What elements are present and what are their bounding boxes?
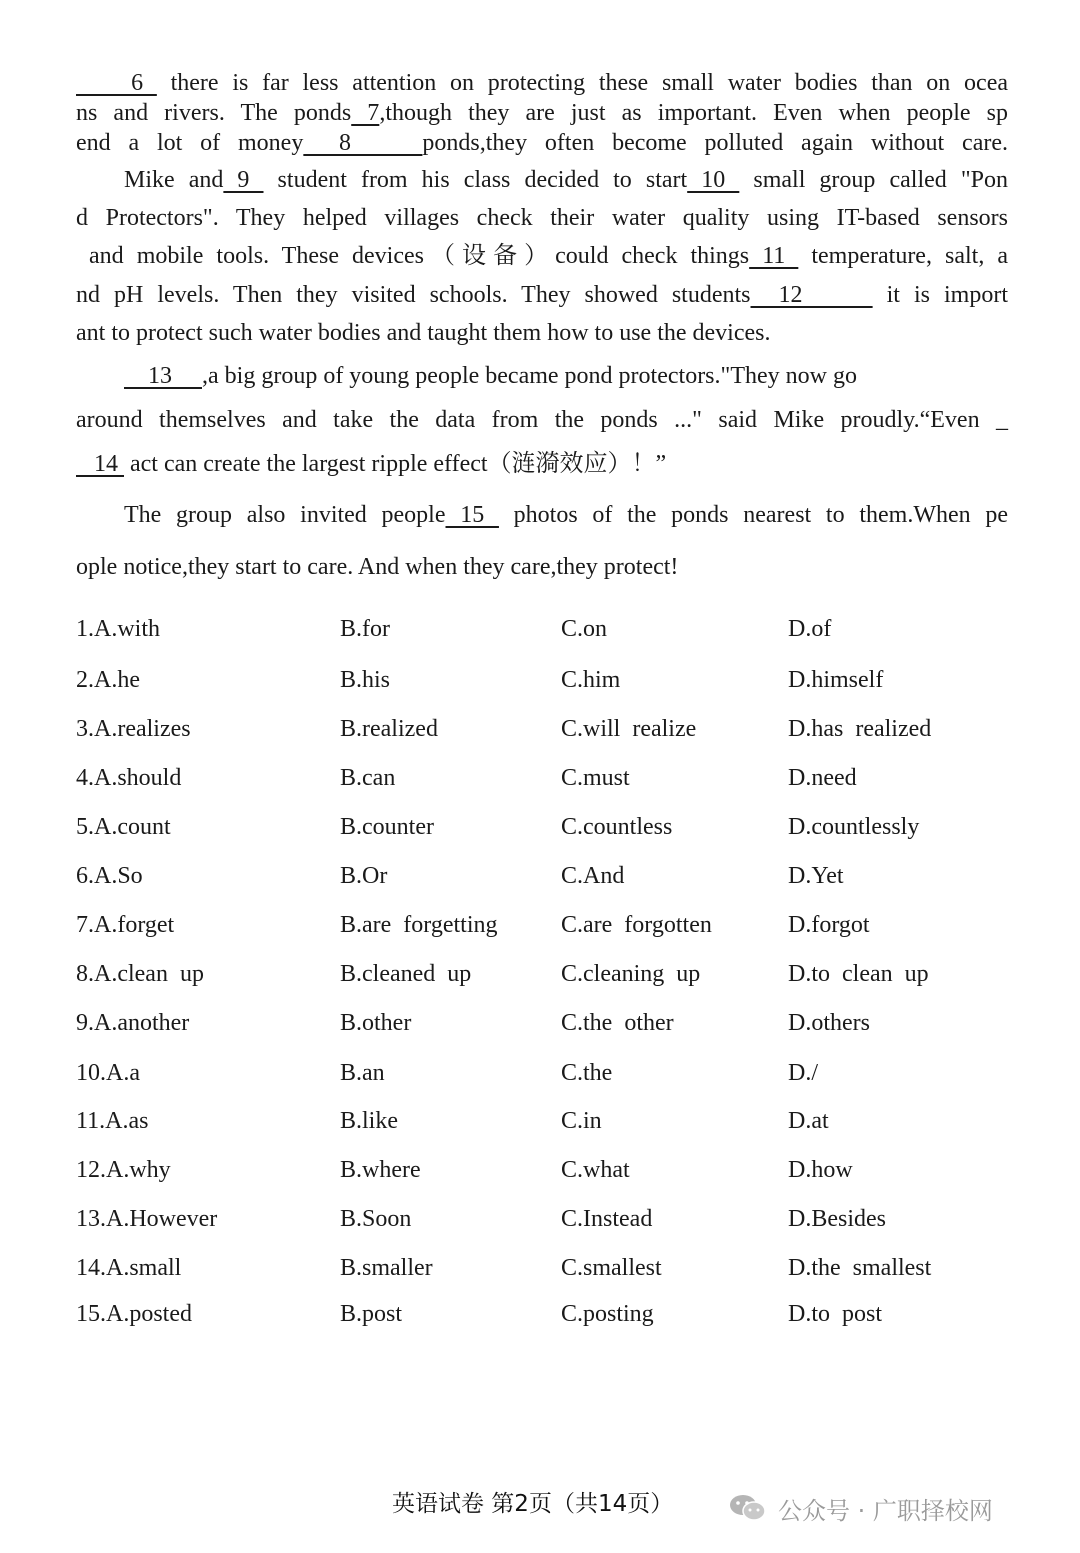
option-4-d: D.need: [788, 765, 857, 791]
option-1-d: D.of: [788, 616, 832, 642]
option-3-d: D.has realized: [788, 716, 932, 742]
option-13-c: C.Instead: [561, 1206, 653, 1232]
option-1-a: 1.A.with: [76, 616, 160, 642]
page-number-label: 英语试卷 第2页（共14页）: [392, 1491, 674, 1517]
passage-line: ant to protect such water bodies and taught them how to use the devices.: [76, 320, 771, 346]
option-15-c: C.posting: [561, 1301, 654, 1327]
passage-line: d Protectors". They helped villages check their water quality using IT-based sensors: [76, 205, 1008, 231]
option-1-b: B.for: [340, 616, 390, 642]
option-15-a: 15.A.posted: [76, 1301, 192, 1327]
option-5-c: C.countless: [561, 814, 673, 840]
option-11-a: 11.A.as: [76, 1108, 149, 1134]
option-9-d: D.others: [788, 1010, 870, 1036]
option-12-a: 12.A.why: [76, 1157, 171, 1183]
option-12-d: D.how: [788, 1157, 853, 1183]
option-12-b: B.where: [340, 1157, 421, 1183]
option-15-d: D.to post: [788, 1301, 883, 1327]
option-8-d: D.to clean up: [788, 961, 929, 987]
option-1-c: C.on: [561, 616, 608, 642]
option-6-d: D.Yet: [788, 863, 844, 889]
option-2-a: 2.A.he: [76, 667, 140, 693]
passage-line: The group also invited people 15 photos of the ponds nearest to them.When pe: [124, 502, 1008, 528]
option-6-b: B.Or: [340, 863, 388, 889]
passage-line: nd pH levels. Then they visited schools. They showed students 12 it is import: [76, 282, 1009, 308]
option-11-d: D.at: [788, 1108, 829, 1134]
passage-line: end a lot of money 8 ponds,they often become polluted again without care.: [76, 130, 1009, 156]
option-10-a: 10.A.a: [76, 1060, 140, 1086]
option-12-c: C.what: [561, 1157, 630, 1183]
page-footer: [0, 1488, 1080, 1528]
option-5-d: D.countlessly: [788, 814, 920, 840]
option-3-a: 3.A.realizes: [76, 716, 191, 742]
option-14-c: C.smallest: [561, 1255, 662, 1281]
passage-line: 13 ,a big group of young people became pond protectors."They now go: [124, 363, 857, 389]
passage-line: ople notice,they start to care. And when they care,they protect!: [76, 554, 679, 580]
passage-line: Mike and 9 student from his class decided to start 10 small group called "Pon: [124, 167, 1008, 193]
option-7-d: D.forgot: [788, 912, 870, 938]
passage-line: and mobile tools. These devices（设备）could check things 11 temperature, salt, a: [76, 243, 1008, 269]
option-14-a: 14.A.small: [76, 1255, 182, 1281]
option-8-c: C.cleaning up: [561, 961, 701, 987]
option-10-d: D./: [788, 1060, 818, 1086]
option-13-a: 13.A.However: [76, 1206, 218, 1232]
option-8-b: B.cleaned up: [340, 961, 472, 987]
option-11-b: B.like: [340, 1108, 398, 1134]
option-13-b: B.Soon: [340, 1206, 412, 1232]
option-5-a: 5.A.count: [76, 814, 171, 840]
option-10-c: C.the: [561, 1060, 613, 1086]
option-2-d: D.himself: [788, 667, 884, 693]
passage-line: around themselves and take the data from the ponds ..." said Mike proudly.“Even _: [76, 407, 1008, 433]
option-9-b: B.other: [340, 1010, 412, 1036]
option-15-b: B.post: [340, 1301, 403, 1327]
option-7-a: 7.A.forget: [76, 912, 175, 938]
option-7-b: B.are forgetting: [340, 912, 498, 938]
option-2-c: C.him: [561, 667, 621, 693]
option-9-c: C.the other: [561, 1010, 674, 1036]
option-6-c: C.And: [561, 863, 625, 889]
option-14-d: D.the smallest: [788, 1255, 932, 1281]
option-14-b: B.smaller: [340, 1255, 433, 1281]
option-10-b: B.an: [340, 1060, 385, 1086]
option-9-a: 9.A.another: [76, 1010, 190, 1036]
option-2-b: B.his: [340, 667, 391, 693]
option-4-c: C.must: [561, 765, 630, 791]
passage-line: 6 there is far less attention on protecting these small water bodies than on ocea: [76, 70, 1009, 96]
option-4-a: 4.A.should: [76, 765, 182, 791]
option-6-a: 6.A.So: [76, 863, 143, 889]
passage-line: ns and rivers. The ponds 7,though they are just as important. Even when people sp: [76, 100, 1008, 126]
option-4-b: B.can: [340, 765, 396, 791]
watermark-text: 公众号 · 广职择校网: [778, 1496, 993, 1525]
option-13-d: D.Besides: [788, 1206, 886, 1232]
option-5-b: B.counter: [340, 814, 434, 840]
wechat-icon: [728, 1493, 768, 1523]
option-3-c: C.will realize: [561, 716, 697, 742]
option-3-b: B.realized: [340, 716, 438, 742]
option-7-c: C.are forgotten: [561, 912, 712, 938]
watermark: [728, 1488, 993, 1528]
option-8-a: 8.A.clean up: [76, 961, 204, 987]
option-11-c: C.in: [561, 1108, 602, 1134]
passage-line: 14 act can create the largest ripple effect（涟漪效应）！”: [76, 451, 667, 477]
